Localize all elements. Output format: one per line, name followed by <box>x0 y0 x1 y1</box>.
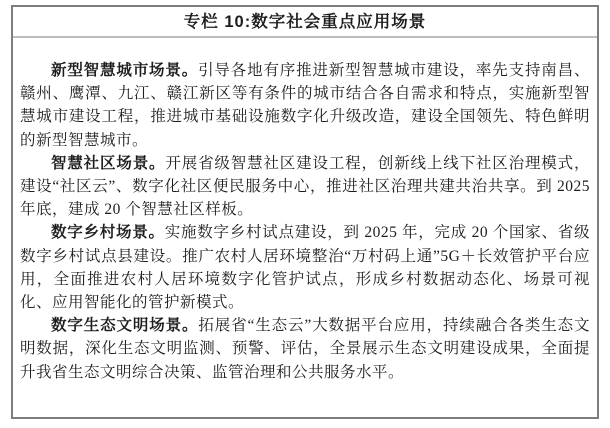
paragraph-smart-city-lead: 新型智慧城市场景。 <box>51 62 199 79</box>
paragraph-smart-community-lead: 智慧社区场景。 <box>51 154 166 172</box>
paragraph-smart-community <box>20 152 590 222</box>
paragraph-digital-village-text: 实施数字乡村试点建设，到 2025 年，完成 20 个国家、省级数字乡村试点县建设。推广农村人居环境整治“万村码上通”5G＋长效管护平台应用，全面推进农村人居环境数字化管护试点，形成乡村数据动态化、场景可视化、应用智能化的管护新模式。 <box>20 224 590 312</box>
paragraph-digital-ecology <box>20 314 590 384</box>
paragraph-smart-city <box>20 59 590 152</box>
column-title: 专栏 10:数字社会重点应用场景 <box>13 7 597 38</box>
paragraph-smart-city-text: 引导各地有序推进新型智慧城市建设，率先支持南昌、赣州、鹰潭、九江、赣江新区等有条件的城市结合各自需求和特点，实施新型智慧城市建设工程，推进城市基础设施数字化升级改造，建设全国领先、特色鲜明的新型智慧城市。 <box>20 62 590 149</box>
paragraph-digital-ecology-lead: 数字生态文明场景。 <box>51 317 199 335</box>
paragraph-digital-ecology-text: 拓展省“生态云”大数据平台应用，持续融合各类生态文明数据，深化生态文明监测、预警、评估，全景展示生态文明建设成果，全面提升我省生态文明综合决策、监管治理和公共服务水平。 <box>20 317 590 381</box>
paragraph-digital-village <box>20 221 590 314</box>
paragraph-digital-village-lead: 数字乡村场景。 <box>51 224 165 242</box>
column-10-box <box>11 5 599 419</box>
paragraph-smart-community-text: 开展省级智慧社区建设工程，创新线上线下社区治理模式，建设“社区云”、数字化社区便民服务中心，推进社区治理共建共治共享。到 2025 年底，建成 20 个智慧社区样板。 <box>20 154 590 219</box>
column-body <box>13 38 597 384</box>
